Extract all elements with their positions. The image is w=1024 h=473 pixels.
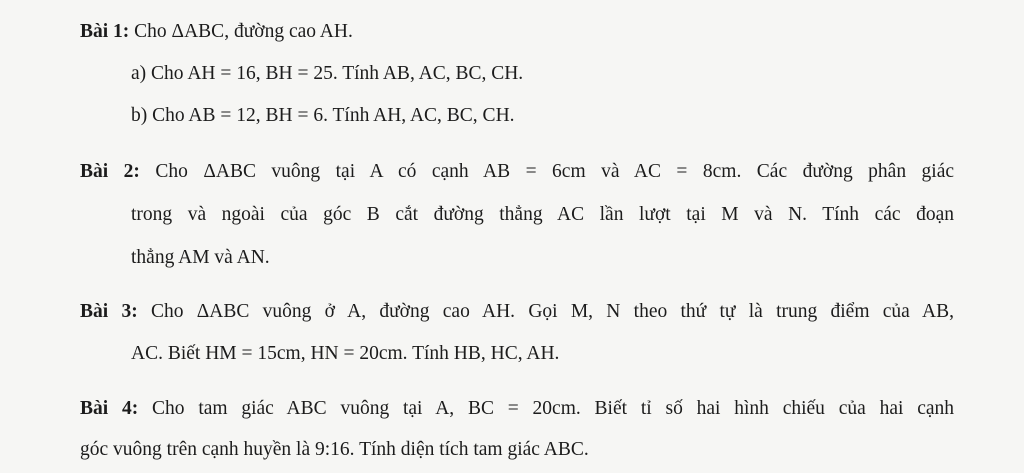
- problem-3-line-2: AC. Biết HM = 15cm, HN = 20cm. Tính HB, HC, AH.: [131, 343, 560, 364]
- problem-2-line-2: trong và ngoài của góc B cắt đường thẳng AC lần lượt tại M và N. Tính các đoạn: [131, 204, 954, 225]
- problem-1-heading: [80, 19, 353, 45]
- problem-3-text-1: Cho ΔABC vuông ở A, đường cao AH. Gọi M, N theo thứ tự là trung điểm của AB,: [150, 301, 954, 322]
- problem-1-part-b: b) Cho AB = 12, BH = 6. Tính AH, AC, BC, CH.: [131, 105, 515, 126]
- problem-2-text-1: Cho ΔABC vuông tại A có cạnh AB = 6cm và AC = 8cm. Các đường phân giác: [155, 161, 955, 182]
- problem-2-line-1: [80, 159, 954, 185]
- problem-1-label: Bài 1:: [80, 21, 130, 42]
- problem-2-line-3: thẳng AM và AN.: [131, 247, 270, 268]
- problem-1-intro: Cho ΔABC, đường cao AH.: [134, 21, 353, 42]
- problem-3-label: Bài 3:: [80, 301, 138, 322]
- problem-4-line-1: [80, 396, 954, 422]
- problem-2-label: Bài 2:: [80, 161, 140, 182]
- problem-3-line-1: [80, 299, 954, 325]
- problem-4-line-2: góc vuông trên cạnh huyền là 9:16. Tính diện tích tam giác ABC.: [80, 439, 589, 460]
- problem-1-part-a: a) Cho AH = 16, BH = 25. Tính AB, AC, BC, CH.: [131, 63, 524, 84]
- problem-4-label: Bài 4:: [80, 398, 139, 419]
- problem-4-text-1: Cho tam giác ABC vuông tại A, BC = 20cm. Biết tỉ số hai hình chiếu của hai cạnh: [152, 398, 955, 419]
